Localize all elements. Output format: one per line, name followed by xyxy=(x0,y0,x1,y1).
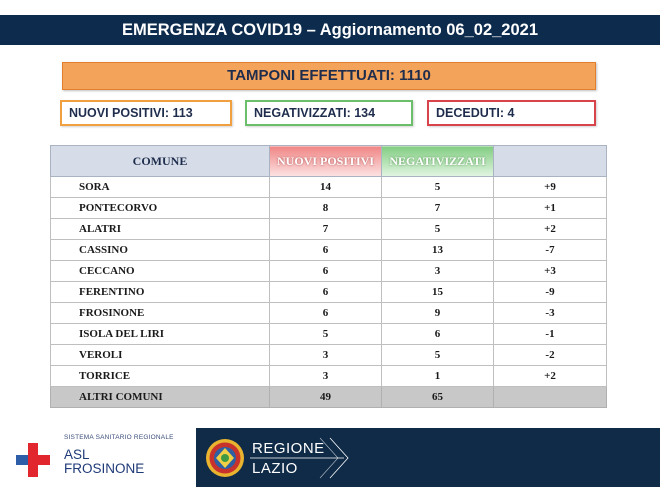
table-row xyxy=(51,366,607,387)
nuovi-positivi-cell: 3 xyxy=(270,366,382,387)
negativizzati-cell: 15 xyxy=(382,282,494,303)
negativizzati-cell: 65 xyxy=(382,387,494,408)
comuni-table xyxy=(50,145,607,408)
nuovi-positivi-box: NUOVI POSITIVI: 113 xyxy=(60,100,232,126)
difference-cell: +1 xyxy=(494,198,607,219)
negativizzati-cell: 9 xyxy=(382,303,494,324)
deceduti-box: DECEDUTI: 4 xyxy=(427,100,596,126)
header-negativizzati: NEGATIVIZZATI xyxy=(382,146,494,177)
nuovi-positivi-cell: 5 xyxy=(270,324,382,345)
negativizzati-cell: 5 xyxy=(382,345,494,366)
comune-cell: ALTRI COMUNI xyxy=(51,387,270,408)
regione-name-line2: LAZIO xyxy=(252,460,298,477)
regione-name-line1: REGIONE xyxy=(252,440,325,457)
difference-cell: +9 xyxy=(494,177,607,198)
difference-cell xyxy=(494,387,607,408)
asl-name-line1: ASL xyxy=(64,447,90,462)
comune-cell: CASSINO xyxy=(51,240,270,261)
nuovi-positivi-cell: 3 xyxy=(270,345,382,366)
difference-cell: -2 xyxy=(494,345,607,366)
header-comune: COMUNE xyxy=(51,146,270,177)
negativizzati-cell: 5 xyxy=(382,219,494,240)
asl-name-line2: FROSINONE xyxy=(64,461,145,476)
table-row xyxy=(51,240,607,261)
nuovi-positivi-cell: 49 xyxy=(270,387,382,408)
negativizzati-cell: 1 xyxy=(382,366,494,387)
table-row xyxy=(51,345,607,366)
header-difference xyxy=(494,146,607,177)
difference-cell: +2 xyxy=(494,366,607,387)
difference-cell: -1 xyxy=(494,324,607,345)
difference-cell: -3 xyxy=(494,303,607,324)
table-row xyxy=(51,177,607,198)
negativizzati-cell: 7 xyxy=(382,198,494,219)
comune-cell: TORRICE xyxy=(51,366,270,387)
table-body xyxy=(51,177,607,387)
asl-system-label: SISTEMA SANITARIO REGIONALE xyxy=(64,434,174,441)
negativizzati-cell: 6 xyxy=(382,324,494,345)
comune-cell: VEROLI xyxy=(51,345,270,366)
negativizzati-cell: 13 xyxy=(382,240,494,261)
nuovi-positivi-cell: 6 xyxy=(270,240,382,261)
table-row xyxy=(51,282,607,303)
comune-cell: ALATRI xyxy=(51,219,270,240)
negativizzati-cell: 3 xyxy=(382,261,494,282)
comune-cell: FROSINONE xyxy=(51,303,270,324)
negativizzati-cell: 5 xyxy=(382,177,494,198)
header-nuovi-positivi: NUOVI POSITIVI xyxy=(270,146,382,177)
difference-cell: -7 xyxy=(494,240,607,261)
comune-cell: ISOLA DEL LIRI xyxy=(51,324,270,345)
nuovi-positivi-cell: 8 xyxy=(270,198,382,219)
tamponi-total-banner: TAMPONI EFFETTUATI: 1110 xyxy=(62,62,596,90)
table-row xyxy=(51,198,607,219)
table-row xyxy=(51,324,607,345)
table-header-row xyxy=(51,146,607,177)
table-row xyxy=(51,261,607,282)
comune-cell: FERENTINO xyxy=(51,282,270,303)
comune-cell: SORA xyxy=(51,177,270,198)
table-row xyxy=(51,303,607,324)
difference-cell: +3 xyxy=(494,261,607,282)
comune-cell: PONTECORVO xyxy=(51,198,270,219)
comune-cell: CECCANO xyxy=(51,261,270,282)
regione-chevron-decoration xyxy=(196,428,660,487)
negativizzati-box: NEGATIVIZZATI: 134 xyxy=(245,100,413,126)
nuovi-positivi-cell: 6 xyxy=(270,282,382,303)
table-row xyxy=(51,219,607,240)
nuovi-positivi-cell: 6 xyxy=(270,303,382,324)
nuovi-positivi-cell: 7 xyxy=(270,219,382,240)
page-title: EMERGENZA COVID19 – Aggiornamento 06_02_2021 xyxy=(0,15,660,45)
asl-cross-icon xyxy=(16,442,50,478)
totals-row xyxy=(51,387,607,408)
difference-cell: +2 xyxy=(494,219,607,240)
difference-cell: -9 xyxy=(494,282,607,303)
regione-lazio-logo xyxy=(196,428,660,487)
nuovi-positivi-cell: 14 xyxy=(270,177,382,198)
nuovi-positivi-cell: 6 xyxy=(270,261,382,282)
